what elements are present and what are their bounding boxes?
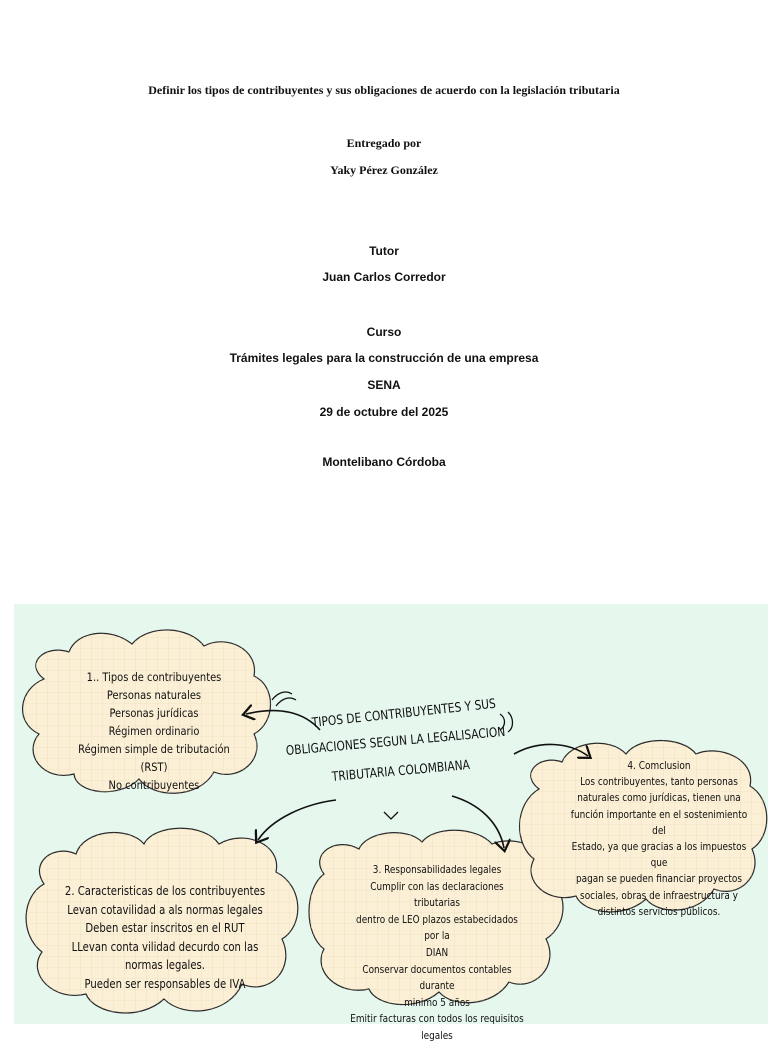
document-place: Montelibano Córdoba [322,455,446,469]
mind-map [14,604,768,1042]
doodle-chevron [384,812,398,819]
cloud-1-line: No contribuyentes [108,778,200,792]
cloud-3-line: dentro de LEO plazos estabecidados por la [356,913,518,943]
institution-name: SENA [367,378,401,392]
cloud-3-heading: 3. Responsabilidades legales [372,864,502,876]
cloud-2-line: Pueden ser responsables de IVA [84,976,246,991]
delivered-by-label: Entregado por [346,136,422,150]
cloud-3-line: minimo 5 años [404,996,470,1009]
arrow-to-cloud-2 [258,800,336,840]
cloud-4-line: Estado, ya que gracias a los impuestos que [571,841,747,870]
cloud-4-heading: 4. Comclusion [627,760,691,772]
cloud-2-line: LLevan conta vilidad decurdo con las [71,939,259,954]
tutor-label: Tutor [369,244,399,258]
cloud-4-line: Los contribuyentes, tanto personas [580,776,738,789]
cloud-3-line: Conservar documentos contables durante [362,963,512,993]
title-line-2: OBLIGACIONES SEGUN LA LEGALISACION [285,724,506,759]
cloud-1-line: Personas jurídicas [109,706,199,720]
cloud-2-line: normas legales. [124,958,206,973]
cloud-4-line: función importante en el sostenimiento del [570,808,748,837]
cloud-3-line: legales [421,1029,453,1042]
cloud-3-line: Emitir facturas con todos los requisitos [350,1013,524,1026]
cloud-3-text [349,862,525,1045]
cloud-4-line: distintos servicios públicos. [597,905,721,918]
cloud-4-line: sociales, obras de infraestructura y [580,889,738,902]
cloud-1-heading: 1.. Tipos de contribuyentes [86,670,222,684]
cloud-4-text [569,758,750,920]
course-label: Curso [366,325,402,339]
course-name: Trámites legales para la construcción de una empresa [229,351,539,365]
cloud-2-line: Levan cotavilidad a als normas legales [67,902,263,917]
cloud-1-line: Régimen ordinario [108,724,200,738]
cloud-1-line: Personas naturales [106,688,202,702]
mind-map-title [276,696,546,802]
cloud-3-line: DIAN [425,946,449,959]
cloud-1-line: Régimen simple de tributación (RST) [78,742,230,774]
cloud-1-text [66,668,241,794]
title-line-1: TIPOS DE CONTRIBUYENTES Y SUS [311,696,497,731]
author-name: Yaky Pérez González [330,163,438,177]
document-date: 29 de octubre del 2025 [319,405,449,419]
title-line-3: TRIBUTARIA COLOMBIANA [331,757,471,785]
cloud-2-text [60,882,270,994]
document-title: Definir los tipos de contribuyentes y sus obligaciones de acuerdo con la legislación tributaria [148,83,620,97]
cloud-2-line: Deben estar inscritos en el RUT [85,921,245,936]
cloud-3-line: Cumplir con las declaraciones tributarias [370,880,504,910]
doodle-marks-left [272,692,296,706]
tutor-name: Juan Carlos Corredor [322,270,446,284]
cloud-4-line: naturales como jurídicas, tienen una [577,792,741,805]
cloud-2-heading: 2. Caracteristicas de los contribuyentes [64,884,266,898]
cloud-4-line: pagan se pueden financiar proyectos [575,873,743,886]
